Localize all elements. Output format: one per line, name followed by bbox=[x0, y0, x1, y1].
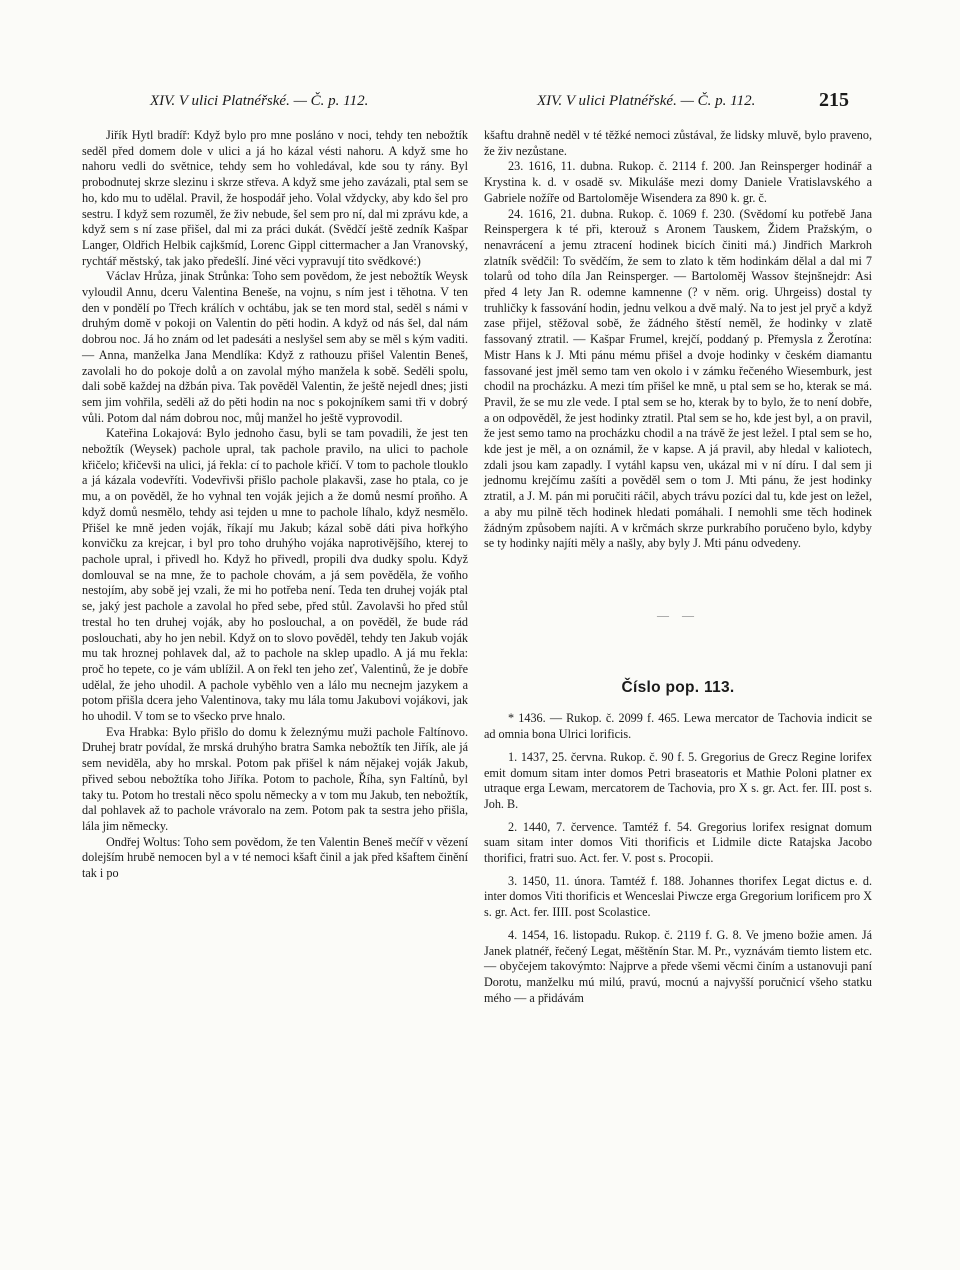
paragraph-eva-hrabka: Eva Hrabka: Bylo přišlo do domu k železnýmu muži pachole Faltínovo. Druhej bratr povídal, že mrská druhýho bratra Samka nebožtík ten Jiřík, ale já sem neviděla, aby ho mrskal. Potom pak přišel k nám nějakej voják Jakub, přived sebou nebožtíka toho Jiříka. Potom to pachole, Říha, syn Faltínů, byl taky tu. Potom ho trestali něco spolu německy a v tom mu Jakub, ten nebožtík, dal pohlavek až to pachole vrávoralo na zem. Potom pak ta sestra jeho přišla, lála jim německy. bbox=[82, 724, 468, 833]
left-running-head: XIV. V ulici Platnéřské. — Č. p. 112. bbox=[150, 93, 369, 109]
entry-1436: * 1436. — Rukop. č. 2099 f. 465. Lewa mercator de Tachovia indicit se ad omnia bona Ulrici lorificis. bbox=[484, 711, 872, 742]
section-title: Číslo pop. 113. bbox=[621, 678, 735, 696]
entry-24: 24. 1616, 21. dubna. Rukop. č. 1069 f. 230. (Svědomí ku potřebě Jana Reinspergera k té při, kterouž s Aronem Tauskem, Židem Pražským, o nenavrácení a jemu ztracení hodinek bicích činiti má.) Jindřich Markroh zlatník svědčil: To svědčím, že sem to zlato k těm hodinkám dělal a dal mi 7 tolarů od toho díla Jan Reinsperger. — Bartoloměj Wassov štejnšnejdr: Asi před 4 lety Jan R. odemne kamnenne (? v něm. orig. Uhrgeiss) dostal ty truhličky k fassování hodin, jednu velkou a dvě malý. Na to jest jel pryč a když zase přijel, stěžoval sobě, že žádného štěstí neměl, že hodinky v zlatě fassovaný ztratil. — Kašpar Frumel, krejčí, poddaný p. Přemysla z Žerotína: Mistr Hans k J. Mti pánu mému přišel a dvoje hodinky v českém diamantu fassované jest jměl semo tam ven okolo i v zámku řečeného Wiesemburk, jest chodil na procházku. A mezi tím přišel ke mně, u ptal sem se ho, kterak se má. Pravil, že se mu zle vede. I ptal sem se ho, kterak by to bylo, že to není dobře, a on odpověděl, že jest hodinky ztratil. Ptal sem se ho, kde jest byl, a on pravil, že jest semo tamo na procházku chodil a na trávě že jest ležel. I ptal sem se ho, kde jest je měl, a on oznámil, že v kapse. A já pravil, aby hledal v kaliotech, zdali jsou kam zapadly. I vytáhl kapsu ven, ukázal mi v ní díru. I dal sem ji jednomu krejčímu zašíti a pověděl sem o tom J. Mti pánu, že jest hodinky ztratil, a J. M. pán mi poručiti ráčil, abych trávu pozíci dal tu, kde jest on ležel, a aby mu pilně těch hodinek hledati pomáhali. I nemohli sme těch hodinek žádným způsobem najíti. A v krčmách skrze purkrabího poručeno bylo, kdyby se ty hodinky najíti měly a našly, aby byly J. Mti pánu odvedeny. bbox=[484, 206, 872, 551]
section-separator: — — bbox=[657, 607, 699, 622]
paragraph-vaclav-hruza: Václav Hrůza, jinak Strůnka: Toho sem povědom, že jest nebožtík Weysk vyloudil Annu, dceru Valentina Beneše, na vojnu, s ním jest i těhotna. V ten den v pondělí po Třech králích v ochtábu, jak se ten mord stal, seděl s námi v druhým domě v pokoji on Valentin do pěti hodin. A když od nás šel, dal nám dobrou noc. Já ho znám od let padesáti a neslyšel sem aby se měl s kým vaditi. — Anna, manželka Jana Mendlíka: Když z rathouzu přišel Valentin Beneš, zavolali ho do pokoje dolů a on zavolal mýho manžela k sobě. Seděli spolu, dali sobě každej na džbán piva. Tak pověděl Valentin, že ještě nejedl dnes; jisti sem jim vohřila, seděli až do pěti hodin na noc s pokojníkem sami tři v dobrý vůli. Potom dal nám dobrou noc, můj manžel ho ještě vyprovodil. bbox=[82, 269, 468, 425]
paragraph-jirik-hytl: Jiřík Hytl bradíř: Když bylo pro mne posláno v noci, tehdy ten nebožtík seděl před domem dole v ulici a já ho kázal vésti nahoru. A když sme ho nahoru vedli do světnice, tehdy sem ho vohledával, kde sou ty rány. Byl probodnutej skrze slezinu i skrze střeva. A když sme jeho zavázali, ptal sem se ho, kdo mu to udělal. Pravil, že hospodář jeho. Volal vždycky, aby kdo šel pro sestru. I když sem rozuměl, že živ nebude, šel sem pro ní, dal mi zprávu kde, a když sem s ní zase přišel, dal mi za práci dukát. (Svědčí ještě zedník Kašpar Langer, Oldřich Helbik cajkšmíd, Lorenc Gippl cittermacher a Jan Vranovský, rychtář městský, tak jako předešlí. Jiné věci vypravují tito svědkové:) bbox=[82, 128, 468, 268]
entry-4: 4. 1454, 16. listopadu. Rukop. č. 2119 f. G. 8. Ve jmeno božie amen. Já Janek platnéř, řečený Legat, měštěnín Star. M. Pr., vyznávám tiemto listem etc. — obyčejem takovýmto: Najprve a přede všemi věcmi činím a ustanovuji paní Dorotu, manželku mú milú, pravú, mocnú a najvyšší poručnicí všeho statku mého — a přidávám bbox=[484, 927, 872, 1005]
page-number: 215 bbox=[819, 89, 849, 111]
left-column bbox=[82, 128, 468, 882]
paragraph-katerina-lokajova: Kateřina Lokajová: Bylo jednoho času, byli se tam povadili, že jest ten nebožtík (Weysek) pachole upral, tak pachole pravilo, na ulici to pachole křičelo; křičevši na ulici, já řekla: cí to pachole křičí. V tom to pachole tlouklo a já kázala vodevříti. Vodevřivši přišlo pachole plakavši, zase ho ptala, co je mu, a on pověděl, že ho vyhnal ten voják jejich a že domů nesmí proňho. A když domů nesmělo, tehdy asi tejden u mne to pachole líhalo, když nesmělo. Přišel ke mně jeden voják, říkají mu Jakub; kázal sobě dáti piva hořkýho konvičku za krejcar, i byl pro toho druhýho vojáka naprotivějšího, kterej to pachole upral, i přivedl ho. Když ho přivedl, propili dva dudky spolu. Když domlouval se na mne, že to pachole chovám, a já sem pověděla, že voňho nestojím, aby sobě jej vzali, že mi ho potřeba není. Teda ten druhej voják ptal se, jaký jest pachole a zavolal ho před sebe, před stůl. Zavolavši ho před stůl trestal ho ten druhej voják, aby ho poslouchal, a on pověděl, že bude rád poslouchati, aby ho jen nebil. Když on to slovo pověděl, tehdy ten Jakub voják mu tak hroznej pohlavek dal, až to pachole na sklep upadlo. A já mu řekla: proč ho tepete, co je vám ublížil. A on řekl ten jeho zeť, Valentinů, že je dobře udělal, že jeho uhodil. A pachole vyběhlo ven a lálo mu necnejm jazykem a potom přišla dcera jeho Valentinova, taky mu lála tomu Jakubovi vojákovi, jak ho uhodil. V tom se to všecko prve hnalo. bbox=[82, 426, 468, 724]
entry-1: 1. 1437, 25. června. Rukop. č. 90 f. 5. Gregorius de Grecz Regine lorifex emit domum sitam inter domos Petri braseatoris et Mathie Poloni platner ex utraque erga Lewam, mercatorem de Tachovia, pro X s. gr. Act. fer. III. post s. Joh. B. bbox=[484, 749, 872, 811]
paragraph-ondrej-woltus: Ondřej Woltus: Toho sem povědom, že ten Valentin Beneš mečíř v vězení dolejším hrubě nemocen byl a v té nemoci kšaft činil a jak před kšaftem činění tak i po bbox=[82, 834, 468, 881]
right-column bbox=[484, 128, 872, 1006]
paragraph-continuation: kšaftu drahně neděl v té těžké nemoci zůstával, že lidsky mluvě, bylo praveno, že živ nezůstane. bbox=[484, 128, 872, 158]
right-running-head: XIV. V ulici Platnéřské. — Č. p. 112. bbox=[537, 93, 756, 109]
entry-23: 23. 1616, 11. dubna. Rukop. č. 2114 f. 200. Jan Reinsperger hodinář a Krystina k. d. v osadě sv. Mikuláše mezi domy Daniele Vratislavského a Gabriele nožíře od Bartoloměje Wisendera za 890 k. gr. č. bbox=[484, 159, 872, 205]
entry-3: 3. 1450, 11. února. Tamtéž f. 188. Johannes thorifex Legat dictus e. d. inter domos Viti thorificis et Wenceslai Piwcze erga Gregorium lorificem pro X s. gr. Act. fer. IIII. post Scolastice. bbox=[484, 873, 872, 920]
entry-2: 2. 1440, 7. července. Tamtéž f. 54. Gregorius lorifex resignat domum suam sitam inter domos Viti thorificis et Lidmile dicte Ratajska Jacobo thorifici, fratri suo. Act. fer. V. post s. Procopii. bbox=[484, 819, 872, 866]
